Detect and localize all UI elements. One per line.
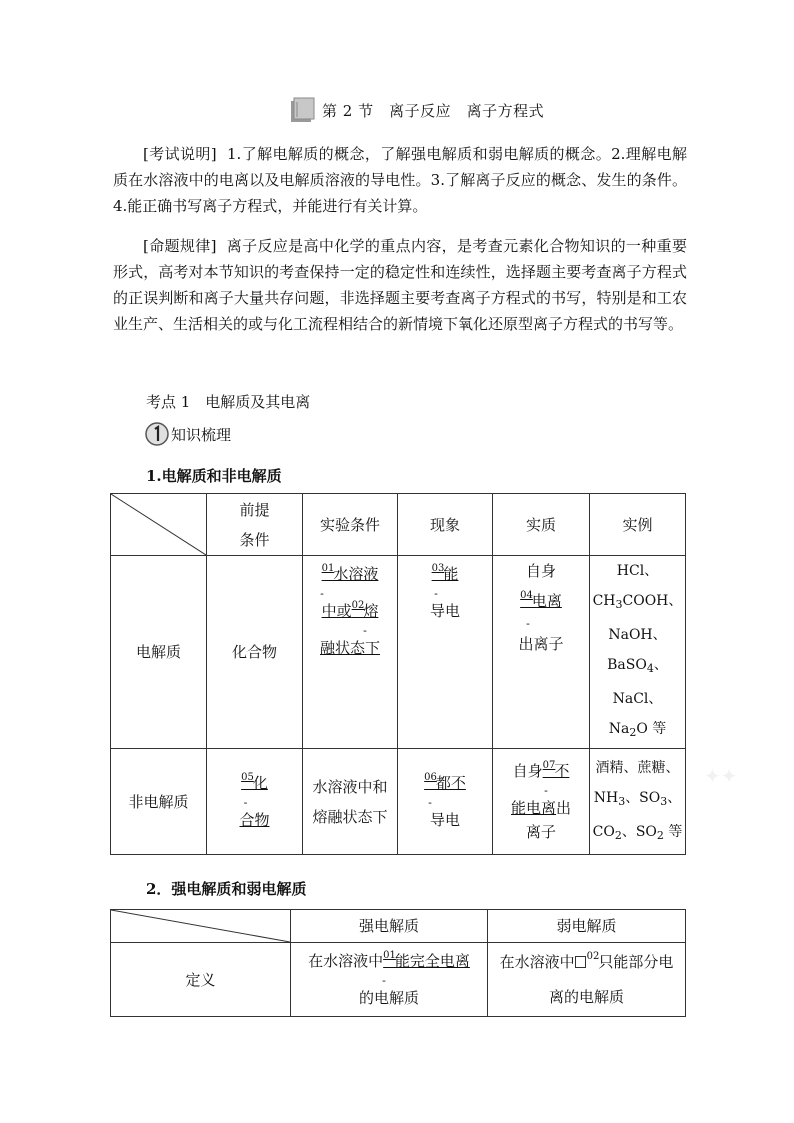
exam-note-text: 1.了解电解质的概念，了解强电解质和弱电解质的概念。2.理解电解质在水溶液中的电离以及电解质溶液的导电性。3.了解离子反应的概念、发生的条件。4.能正确书写离子方程式，并能进行有关计算。 — [113, 145, 687, 215]
blank-number: 04 — [520, 590, 533, 601]
example-item: BaSO$_4$、 — [607, 657, 668, 675]
header-experiment: 实验条件 — [303, 494, 398, 556]
diagonal-cell — [111, 910, 291, 943]
essence-text: 自身 — [512, 762, 543, 780]
essence-text: 出 — [556, 799, 572, 817]
def-text: 离的电解质 — [548, 988, 624, 1006]
row-label-definition: 定义 — [111, 943, 291, 1017]
answer-04 — [520, 592, 562, 610]
example-item: $CO_2$、$SO_2$ 等 — [592, 823, 683, 842]
phenomenon-text: 导电 — [429, 602, 460, 620]
table-row — [111, 556, 686, 749]
table-row — [111, 749, 686, 855]
answer-text: 能完全电离 — [394, 952, 470, 970]
book-icon — [288, 97, 316, 123]
answer-06 — [424, 774, 466, 792]
answer-03 — [432, 565, 459, 583]
weak-definition — [488, 943, 686, 1017]
answer-02-cont: 融状态下 — [319, 639, 380, 657]
phenomenon-cell: $^{03}$能 - 导电 — [398, 556, 493, 749]
def-text: 在水溶液中 — [499, 953, 575, 971]
example-item: NaOH、 — [608, 627, 667, 643]
header-premise-2: 条件 — [239, 530, 270, 549]
essence-cell-2: 自身$^{07}$不 - 能电离出 离子 — [493, 749, 590, 855]
answer-07 — [543, 762, 570, 780]
def-text: 只能部分电 — [598, 953, 674, 971]
exp-text: 熔融状态下 — [312, 807, 388, 826]
row-label-electrolyte: 电解质 — [111, 556, 207, 749]
essence-text: 出离子 — [518, 635, 564, 653]
watermark: ✦✦ — [704, 764, 738, 788]
blank-number: 01 — [383, 950, 396, 961]
header-phenomenon: 现象 — [398, 494, 493, 556]
answer-02 — [322, 602, 379, 620]
answer-text: 不 — [554, 762, 570, 780]
topic-heading: 考点 1 电解质及其电离 — [146, 393, 311, 411]
blank-number: 07 — [542, 760, 556, 771]
row-label-nonelectrolyte: 非电解质 — [111, 749, 207, 855]
blank-number: 02 — [351, 600, 365, 611]
examples-cell-2 — [590, 749, 686, 855]
phenomenon-cell-2: $^{06}$都不 - 导电 — [398, 749, 493, 855]
answer-text: 合物 — [239, 811, 270, 829]
answer-text: 熔 — [363, 602, 379, 620]
proposition-rule — [113, 233, 687, 337]
knowledge-text: 知识梳理 — [171, 425, 232, 444]
def-text: 在水溶液中 — [308, 952, 384, 970]
circled-one-icon — [145, 422, 169, 446]
header-weak: 弱电解质 — [488, 910, 686, 943]
rule-label: [命题规律] — [143, 237, 217, 255]
answer-text: 能 — [443, 565, 459, 583]
strong-weak-table — [110, 909, 686, 1017]
answer-text: 都不 — [435, 774, 466, 792]
exp-text: 水溶液中和 — [312, 777, 388, 796]
header-premise-1: 前提 — [239, 500, 270, 519]
blank-number: 03 — [431, 563, 445, 574]
example-item: $Na_2O$ 等 — [608, 721, 667, 739]
blank-number: 01 — [321, 563, 335, 574]
section-1-heading: 1.电解质和非电解质 — [146, 467, 282, 485]
exam-note — [113, 141, 687, 219]
rule-text: 离子反应是高中化学的重点内容，是考查元素化合物知识的一种重要形式，高考对本节知识的考查保持一定的稳定性和连续性，选择题主要考查离子方程式的正误判断和离子大量共存问题，非选择题主要考查离子方程式的书写，特别是和工农业生产、生活相关的或与化工流程相结合的新情境下氧化还原型离子方程式的书写等。 — [113, 237, 687, 333]
example-item: 酒精、蔗糖、 — [595, 759, 680, 776]
example-item: NaCl、 — [612, 691, 663, 707]
premise-cell-2: $^{05}$化 - 合物 — [207, 749, 303, 855]
examples-cell — [590, 556, 686, 749]
section-title — [288, 97, 544, 123]
header-example: 实例 — [590, 494, 686, 556]
diagonal-cell — [111, 494, 207, 556]
strong-definition: 在水溶液中$^{01}$能完全电离 - 的电解质 — [291, 943, 488, 1017]
electrolyte-table — [110, 493, 686, 855]
answer-text: 水溶液 — [333, 565, 379, 583]
example-item: HCl、 — [616, 563, 659, 579]
blank-number: 05 — [241, 772, 254, 783]
answer-05 — [241, 774, 268, 792]
knowledge-heading — [145, 422, 231, 446]
answer-text: 中或 — [321, 602, 352, 620]
essence-text: 自身 — [525, 562, 556, 580]
table-header-row — [111, 910, 686, 943]
header-premise — [207, 494, 303, 556]
answer-01 — [383, 952, 470, 970]
phenomenon-text: 导电 — [429, 811, 460, 829]
answer-text: 化 — [252, 774, 268, 792]
blank-number: 02 — [586, 951, 600, 962]
answer-01 — [322, 565, 379, 583]
header-strong: 强电解质 — [291, 910, 488, 943]
table-row — [111, 943, 686, 1017]
blank-box — [575, 956, 586, 968]
essence-cell: 自身 $^{04}$电离 - 出离子 — [493, 556, 590, 749]
premise-compound: 化合物 — [207, 556, 303, 749]
exam-note-label: [考试说明] — [143, 145, 217, 163]
example-item: $CH_3COOH$、 — [592, 593, 683, 611]
title-text: 第 2 节 离子反应 离子方程式 — [322, 101, 545, 120]
section-2-heading: 2．强电解质和弱电解质 — [146, 880, 307, 898]
answer-text: 能电离 — [510, 799, 556, 817]
blank-number: 06 — [424, 772, 437, 783]
essence-text: 离子 — [525, 823, 556, 841]
def-text: 的电解质 — [358, 989, 419, 1007]
example-item: $NH_3$、$SO_3$、 — [593, 789, 682, 808]
header-essence: 实质 — [493, 494, 590, 556]
table-header-row — [111, 494, 686, 556]
exp-condition-cell: $^{01}$水溶液 - 中或$^{02}$熔 - 融状态下 — [303, 556, 398, 749]
answer-text: 电离 — [531, 592, 562, 610]
